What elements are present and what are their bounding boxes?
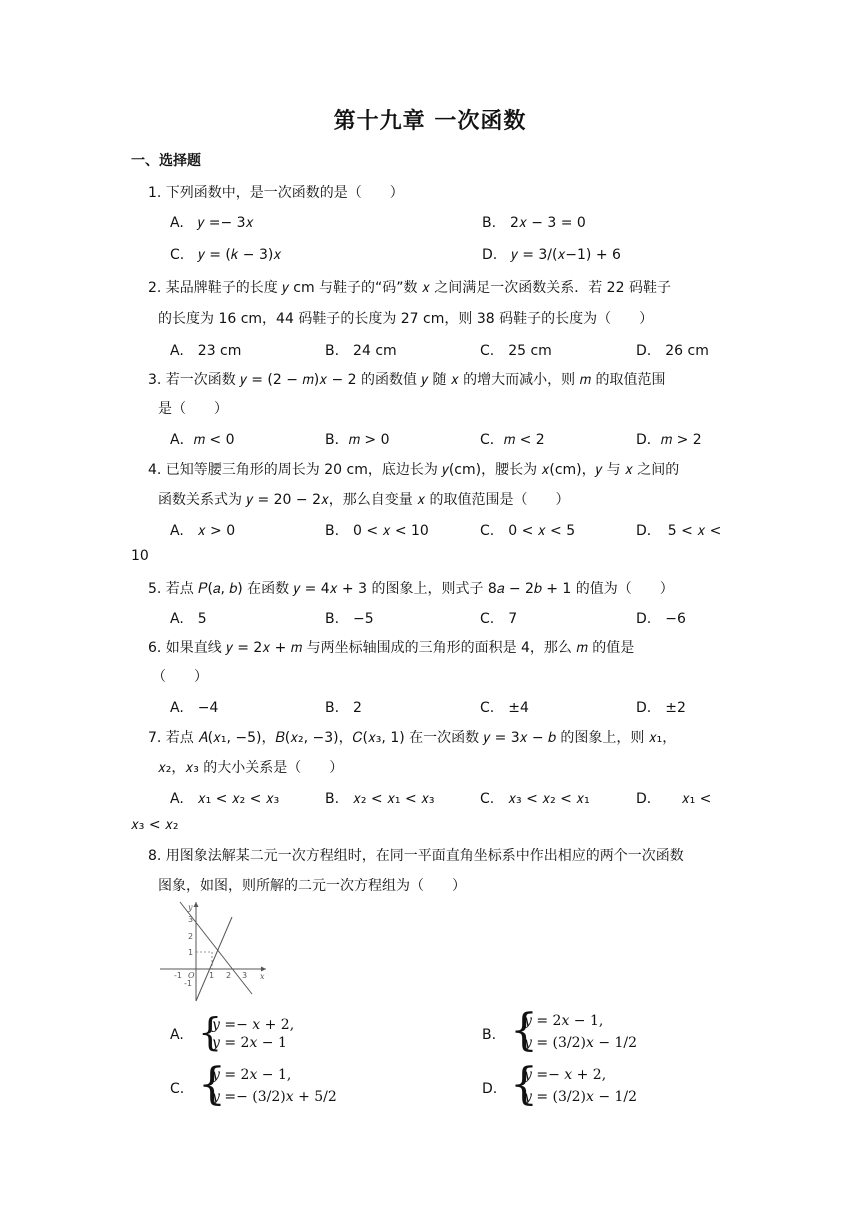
q8-option-c-system[interactable] [198,1059,348,1111]
q8-option-a-system[interactable] [198,1010,318,1054]
y-tick-1: 1 [188,948,194,957]
q3-option-a[interactable]: A．𝑚 < 0 [170,432,235,448]
q2-option-a[interactable]: A. 23 cm [170,343,242,359]
q7-option-d-wrap: 𝑥₃ < 𝑥₂ [131,817,179,833]
q7-option-a[interactable]: A. 𝑥₁ < 𝑥₂ < 𝑥₃ [170,791,280,807]
q8-a-eq1: 𝑦 =− 𝑥 + 2, [212,1017,295,1033]
brace: { [198,1059,226,1110]
brace: { [510,1005,538,1056]
brace: { [510,1059,538,1110]
q5-option-b[interactable]: B. −5 [325,611,374,627]
q1-option-c[interactable]: C. 𝑦 = (𝑘 − 3)𝑥 [170,247,282,263]
x-axis-arrow [261,967,266,972]
question-7-stem-line2: 𝑥₂，𝑥₃ 的大小关系是（ ） [158,760,344,776]
question-8-stem-line1: 8. 用图象法解某二元一次方程组时，在同一平面直角坐标系中作出相应的两个一次函数 [148,848,684,864]
q6-option-a[interactable]: A. −4 [170,700,219,716]
q4-option-a[interactable]: A. 𝑥 > 0 [170,523,236,539]
q4-option-b[interactable]: B. 0 < 𝑥 < 10 [325,523,429,539]
q8-c-eq1: 𝑦 = 2𝑥 − 1, [212,1067,292,1083]
y-tick-neg1: -1 [184,979,192,988]
question-3-stem-line2: 是（ ） [158,401,228,417]
q6-option-c[interactable]: C. ±4 [480,700,529,716]
q2-option-c[interactable]: C. 25 cm [480,343,552,359]
question-7-stem-line1: 7. 若点 𝐴(𝑥₁, −5)，𝐵(𝑥₂, −3)，𝐶(𝑥₃, 1) 在一次函数 𝑦 = 3𝑥 − 𝑏 的图象上，则 𝑥₁， [148,730,677,746]
q8-d-eq1: 𝑦 =− 𝑥 + 2, [524,1067,607,1083]
question-6-stem-line2: （ ） [152,669,208,685]
origin-label: O [188,971,195,980]
question-2-stem-line2: 的长度为 16 cm，44 码鞋子的长度为 27 cm，则 38 码鞋子的长度为（ ） [158,311,654,327]
q8-option-a-label[interactable]: A. [170,1027,184,1043]
page-title: 第十九章 一次函数 [333,109,527,134]
x-tick-3: 3 [242,971,248,980]
q1-option-a[interactable]: A. 𝑦 =− 3𝑥 [170,215,254,231]
q1-option-d[interactable]: D. 𝑦 = 3/(𝑥−1) + 6 [482,247,621,263]
q8-d-eq2: 𝑦 = (3/2)𝑥 − 1/2 [524,1089,638,1105]
y-tick-2: 2 [188,932,194,941]
question-6-stem-line1: 6. 如果直线 𝑦 = 2𝑥 + 𝑚 与两坐标轴围成的三角形的面积是 4，那么 𝑚 的值是 [148,640,635,656]
question-1-stem: 1. 下列函数中，是一次函数的是（ ） [148,185,404,201]
question-3-stem-line1: 3. 若一次函数 𝑦 = (2 − 𝑚)𝑥 − 2 的函数值 𝑦 随 𝑥 的增大而减小，则 𝑚 的取值范围 [148,372,666,388]
q5-option-c[interactable]: C. 7 [480,611,518,627]
q4-option-d[interactable]: D． 5 < 𝑥 < [636,523,722,539]
q7-option-d[interactable]: D． 𝑥₁ < [636,791,712,807]
q8-option-c-label[interactable]: C. [170,1081,185,1097]
q7-option-b[interactable]: B. 𝑥₂ < 𝑥₁ < 𝑥₃ [325,791,435,807]
q8-a-eq2: 𝑦 = 2𝑥 − 1 [212,1035,287,1051]
q7-option-c[interactable]: C. 𝑥₃ < 𝑥₂ < 𝑥₁ [480,791,590,807]
y-axis-label: y [188,903,193,912]
q2-option-b[interactable]: B. 24 cm [325,343,397,359]
section-heading: 一、选择题 [131,153,201,169]
q8-option-d-system[interactable] [510,1059,650,1111]
coordinate-graph [158,897,270,1003]
q2-option-d[interactable]: D. 26 cm [636,343,709,359]
q6-option-b[interactable]: B. 2 [325,700,362,716]
q8-b-eq2: 𝑦 = (3/2)𝑥 − 1/2 [524,1035,638,1051]
q4-option-d-wrap: 10 [131,548,149,564]
question-2-stem-line1: 2. 某品牌鞋子的长度 𝑦 cm 与鞋子的“码”数 𝑥 之间满足一次函数关系．若 22 码鞋子 [148,280,671,296]
q8-option-d-label[interactable]: D. [482,1081,498,1097]
question-5-stem: 5. 若点 𝑃(𝑎, 𝑏) 在函数 𝑦 = 4𝑥 + 3 的图象上，则式子 8𝑎 − 2𝑏 + 1 的值为（ ） [148,581,674,597]
x-tick-2: 2 [226,971,232,980]
q6-option-d[interactable]: D. ±2 [636,700,686,716]
q5-option-d[interactable]: D. −6 [636,611,686,627]
q3-option-d[interactable]: D．𝑚 > 2 [636,432,702,448]
q8-b-eq1: 𝑦 = 2𝑥 − 1, [524,1013,604,1029]
y-axis-arrow [194,902,199,907]
x-axis-label: x [260,972,265,981]
x-tick-1: 1 [209,971,215,980]
q8-option-b-system[interactable] [510,1005,650,1057]
question-4-stem-line2: 函数关系式为 𝑦 = 20 − 2𝑥，那么自变量 𝑥 的取值范围是（ ） [158,492,570,508]
x-tick-neg1: -1 [174,971,182,980]
brace: { [198,1010,223,1054]
question-8-stem-line2: 图象，如图，则所解的二元一次方程组为（ ） [158,878,466,894]
q5-option-a[interactable]: A. 5 [170,611,207,627]
q3-option-c[interactable]: C．𝑚 < 2 [480,432,545,448]
q3-option-b[interactable]: B．𝑚 > 0 [325,432,390,448]
q4-option-c[interactable]: C. 0 < 𝑥 < 5 [480,523,576,539]
y-tick-3: 3 [188,915,194,924]
q8-c-eq2: 𝑦 =− (3/2)𝑥 + 5/2 [212,1089,337,1105]
q1-option-b[interactable]: B. 2𝑥 − 3 = 0 [482,215,586,231]
question-4-stem-line1: 4. 已知等腰三角形的周长为 20 cm，底边长为 𝑦(cm)，腰长为 𝑥(cm)，𝑦 与 𝑥 之间的 [148,462,680,478]
q8-option-b-label[interactable]: B. [482,1027,497,1043]
